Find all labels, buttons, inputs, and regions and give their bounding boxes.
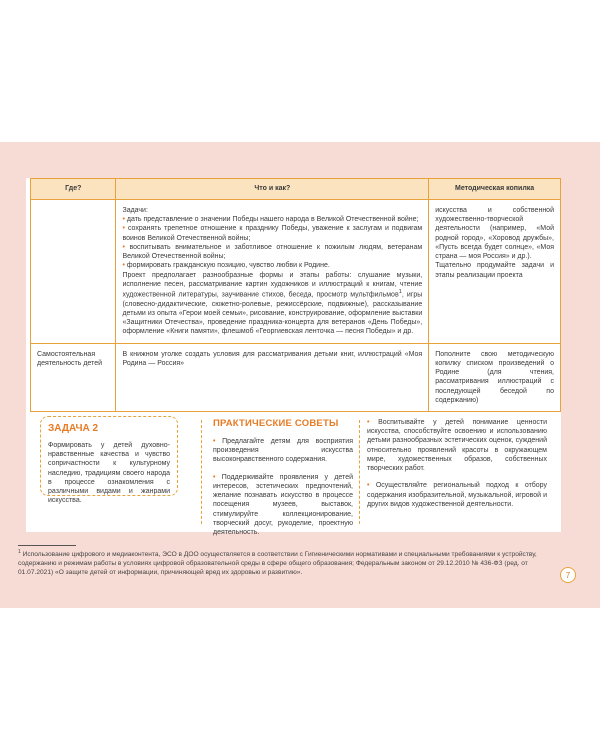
cell-what: В книжном уголке создать условия для рассматривания детьми книг, иллюстраций «Моя Родина — Россия» xyxy=(116,343,429,411)
footnote-ref[interactable]: 1 xyxy=(398,289,402,296)
bullet-icon: • xyxy=(367,419,370,426)
table-header-row xyxy=(31,179,561,200)
task-box xyxy=(40,416,178,505)
tip-item: • Осуществляйте региональный подход к отбору содержания изобразительной, музыкальной, игровой и других видов художественной деятельности. xyxy=(367,482,547,508)
project-description: Проект предполагает разнообразные формы и этапы работы: слушание музыки, исполнение песен, рассматривание картин художников и иллюстраций к книгам, чтение художественной литературы, заучивание стихов, беседа, просмотр мультфильмов$^1$, игры (словесно-дидактические, сюжетно-ролевые, режиссёрские, подвижные), рассказывание детьми из опыта «Герои моей семьи», рисование, конструирование, оформление выставки «Защитники Отечества», проведение праздника-концерта для ветеранов «День Победы», оформление «Книги памяти», флешмоб «Георгиевская ленточка — песня Победы» и др. xyxy=(122,271,423,336)
bullet-icon: • xyxy=(213,438,216,445)
page-number: 7 xyxy=(560,567,576,583)
bullet-icon: • xyxy=(122,243,125,251)
method-text: искусства и собственной художественно-творческой деятельности (например, «Мой родной город», «Хоровод дружбы», «Пусть всегда будет солнце», «Моя страна — моя Россия» и др.). xyxy=(435,207,554,261)
cell-where xyxy=(31,200,116,344)
table-row xyxy=(31,200,561,344)
practical-tips-continued xyxy=(367,418,547,517)
footnote xyxy=(18,549,546,578)
tip-item: • Предлагайте детям для восприятия произведения искусства высоконравственного содержания. xyxy=(213,438,353,464)
header-method-bank: Методическая копилка xyxy=(429,179,561,200)
list-item: • формировать гражданскую позицию, чувство любви к Родине. xyxy=(122,262,330,270)
task-title: ЗАДАЧА 2 xyxy=(48,423,99,434)
task-text: Формировать у детей духовно-нравственные качества и чувство сопричастности к культурному наследию, традициям своего народа в процессе ознакомления с различными видами и жанрами искусства. xyxy=(48,442,170,505)
cell-method: Пополните свою методическую копилку списком произведений о Родине (для чтения, рассматривания иллюстраций с последующей беседой по содержанию) xyxy=(429,343,561,411)
cell-tasks xyxy=(116,200,429,344)
tips-title: ПРАКТИЧЕСКИЕ СОВЕТЫ xyxy=(213,418,339,429)
cell-method xyxy=(429,200,561,344)
footnote-mark: 1 xyxy=(18,549,21,555)
list-item: • дать представление о значении Победы нашего народа в Великой Отечественной войне; xyxy=(122,216,419,224)
practical-tips xyxy=(213,418,353,545)
bullet-icon: • xyxy=(367,482,370,490)
table-row xyxy=(31,343,561,411)
method-advice: Тщательно продумайте задачи и этапы реализации проекта xyxy=(435,262,554,279)
cell-where: Самостоятельная деятельность детей xyxy=(31,343,116,411)
project-table xyxy=(30,178,561,412)
tasks-label: Задачи: xyxy=(122,207,148,214)
list-item: • воспитывать внимательное и заботливое отношение к пожилым людям, ветеранам Великой Отечественной войны; xyxy=(122,243,423,261)
header-where: Где? xyxy=(31,179,116,200)
footnote-text: Использование цифрового и медиаконтента, ЭСО в ДОО осуществляется в соответствии с Гигиеническими нормативами и специальными требованиями к устройству, содержанию и режимам работы в условиях цифровой образовательной среды в сфере общего образования; Федеральным законом от 29.12.2010 № 436-ФЗ (ред. от 01.07.2021) «О защите детей от информации, причиняющей вред их здоровью и развитию». xyxy=(18,551,537,576)
tip-item: • Воспитывайте у детей понимание ценности искусства, способствуйте освоению и использованию детьми разнообразных эстетических оценок, суждений относительно проявлений красоты в окружающем мире, художественных образов, собственных творческих работ. xyxy=(367,419,547,473)
list-item: • сохранять трепетное отношение к празднику Победы, уважение к заслугам и подвигам воинов Великой Отечественной войны; xyxy=(122,225,423,242)
header-what-how: Что и как? xyxy=(116,179,429,200)
tip-item: • Поддерживайте проявления у детей интересов, эстетических предпочтений, желание познавать искусство в процессе посещения музеев, выставок, стимулируйте коллекционирование, творческий досуг, рукоделие, проектную деятельность. xyxy=(213,473,353,537)
bullet-icon: • xyxy=(213,473,216,481)
footnote-divider xyxy=(18,545,76,546)
divider xyxy=(359,420,360,524)
bullet-icon: • xyxy=(122,216,125,224)
bullet-icon: • xyxy=(122,225,125,233)
divider xyxy=(201,420,202,524)
bullet-icon: • xyxy=(122,262,125,270)
